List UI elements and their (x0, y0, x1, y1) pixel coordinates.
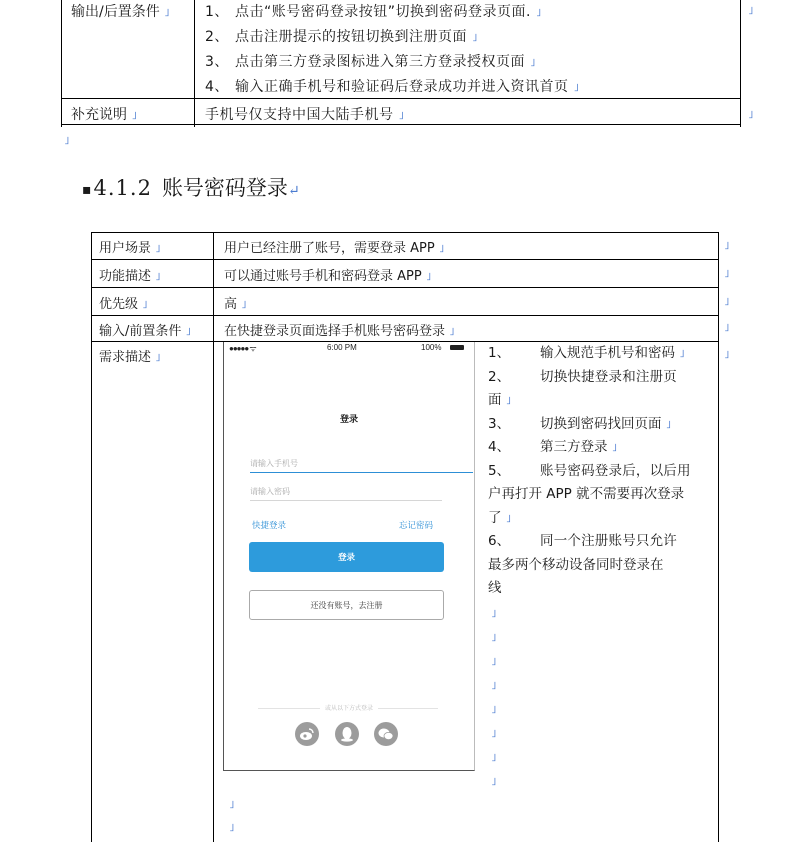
precondition-label: 输入/前置条件 ˩ (99, 324, 191, 339)
requirement-item-cont: 户再打开 APP 就不需要再次登录 (488, 486, 685, 502)
weibo-icon[interactable] (295, 722, 319, 746)
password-input[interactable]: 请输入密码 (250, 486, 442, 501)
requirement-item: 6、 同一个注册账号只允许 (488, 533, 677, 549)
wechat-icon[interactable] (374, 722, 398, 746)
row-end-mark: ˩ (724, 267, 730, 280)
return-mark: ↵ (287, 183, 300, 199)
requirement-item: 5、 账号密码登录后，以后用 (488, 462, 691, 479)
row-end-mark: ˩ (724, 295, 730, 308)
row-end-mark: ˩ (724, 321, 730, 334)
requirement-item: 2、 切换快捷登录和注册页 (488, 368, 677, 385)
row-end-mark: ˩ (748, 108, 754, 121)
requirement-desc-label: 需求描述 ˩ (99, 350, 161, 365)
paragraph-mark: ˩ (491, 631, 497, 644)
paragraph-mark: ˩ (491, 607, 497, 620)
paragraph-mark: ˩ (491, 751, 497, 764)
requirement-list (488, 342, 714, 601)
requirement-item-cont: 最多两个移动设备同时登录在 (488, 556, 664, 573)
section-number: 4.1.2 (93, 176, 152, 200)
forgot-password-link[interactable]: 忘记密码 (399, 520, 434, 530)
login-button[interactable]: 登录 (249, 542, 444, 572)
paragraph-mark: ˩ (491, 727, 497, 740)
output-condition-label: 输出/后置条件 ˩ (71, 4, 170, 20)
function-desc-label: 功能描述 ˩ (99, 269, 161, 284)
battery-icon (450, 345, 464, 350)
user-scenario-label: 用户场景 ˩ (99, 241, 161, 256)
section-heading (82, 172, 300, 202)
paragraph-mark: ˩ (229, 821, 235, 834)
quick-login-link[interactable]: 快捷登录 (252, 520, 287, 530)
requirement-item: 1、 输入规范手机号和密码 ˩ (488, 345, 685, 361)
row-end-mark: ˩ (724, 348, 730, 361)
paragraph-mark: ˩ (491, 775, 497, 788)
user-scenario-value: 用户已经注册了账号，需要登录 APP ˩ (224, 241, 445, 256)
paragraph-mark: ˩ (491, 679, 497, 692)
priority-value: 高 ˩ (224, 297, 247, 312)
requirement-item-cont: 了 ˩ (488, 509, 512, 526)
row-end-mark: ˩ (724, 239, 730, 252)
output-item-2: 2、 点击注册提示的按钮切换到注册页面 ˩ (205, 29, 478, 45)
paragraph-mark: ˩ (491, 703, 497, 716)
requirement-item: 4、 第三方登录 ˩ (488, 439, 618, 455)
precondition-value: 在快捷登录页面选择手机账号密码登录 ˩ (224, 324, 455, 339)
requirement-item: 3、 切换到密码找回页面 ˩ (488, 415, 672, 432)
status-time: 6:00 PM (327, 343, 357, 352)
requirement-item-cont: 面 ˩ (488, 392, 512, 408)
qq-icon[interactable] (335, 722, 359, 746)
supplement-value: 手机号仅支持中国大陆手机号 ˩ (205, 107, 405, 123)
top-table (61, 0, 741, 127)
battery-percent: 100% (421, 343, 442, 352)
login-mockup (223, 342, 475, 771)
function-desc-value: 可以通过账号手机和密码登录 APP ˩ (224, 269, 432, 284)
output-item-1: 1、 点击“账号密码登录按钮”切换到密码登录页面. ˩ (205, 4, 542, 20)
paragraph-mark: ˩ (229, 798, 235, 811)
requirement-item-cont: 线 (488, 580, 502, 596)
priority-label: 优先级 ˩ (99, 297, 148, 312)
supplement-label: 补充说明 ˩ (71, 107, 137, 123)
register-button[interactable]: 还没有账号，去注册 (249, 590, 444, 620)
heading-bullet: ▪ (82, 181, 92, 198)
paragraph-mark: ˩ (491, 655, 497, 668)
output-item-3: 3、 点击第三方登录图标进入第三方登录授权页面 ˩ (205, 54, 536, 70)
row-end-mark: ˩ (748, 4, 754, 17)
output-item-4: 4、 输入正确手机号和验证码后登录成功并进入资讯首页 ˩ (205, 79, 580, 95)
signal-indicator: ●●●●● ᯤ (229, 344, 256, 353)
login-title: 登录 (339, 414, 358, 424)
paragraph-mark: ˩ (64, 134, 70, 147)
phone-input[interactable]: 请输入手机号 (250, 458, 473, 473)
section-title: 账号密码登录 (161, 176, 288, 200)
other-login-label: 或从以下方式登录 (224, 703, 474, 712)
